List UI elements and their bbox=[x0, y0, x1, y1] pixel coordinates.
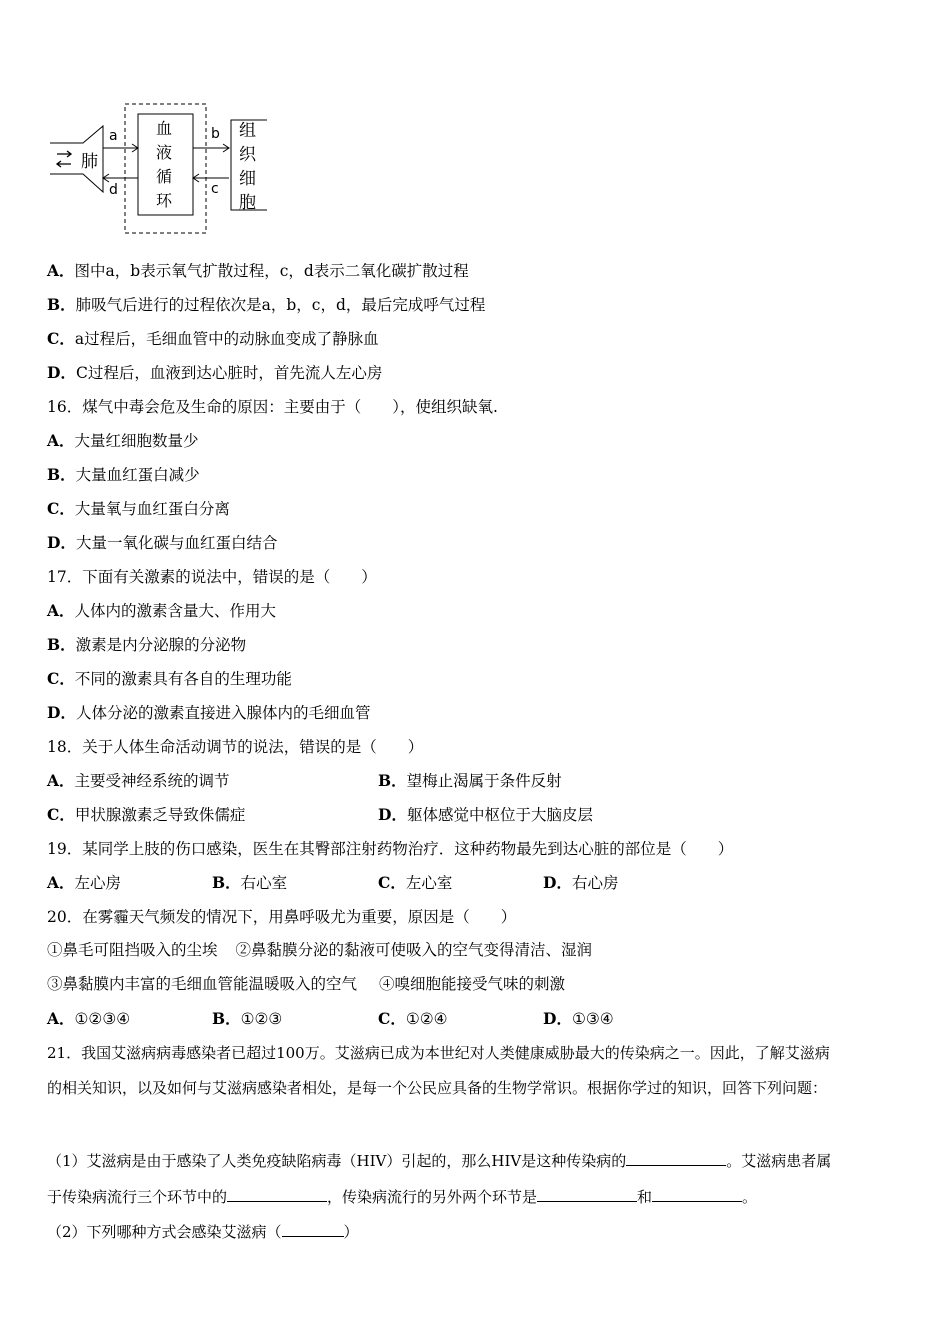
q18-option-d bbox=[378, 805, 593, 825]
q15-option-a bbox=[47, 261, 469, 281]
option-letter: A． bbox=[47, 601, 75, 620]
option-letter: B． bbox=[47, 465, 76, 484]
option-text: 右心房 bbox=[571, 874, 619, 892]
label-c: c bbox=[211, 181, 219, 197]
q21-sub1-text-f: 。 bbox=[742, 1188, 758, 1206]
option-text: 躯体感觉中枢位于大脑皮层 bbox=[406, 806, 593, 824]
q19-stem: 19．某同学上肢的伤口感染，医生在其臀部注射药物治疗．这种药物最先到达心脏的部位是（ ） bbox=[47, 840, 734, 858]
answer-blank-pathogen[interactable] bbox=[626, 1151, 726, 1166]
q17-option-a bbox=[47, 601, 276, 621]
q20-option-c bbox=[378, 1009, 448, 1029]
tissue-char-2: 织 bbox=[239, 145, 256, 165]
q19-option-b bbox=[212, 873, 287, 893]
q17-option-b bbox=[47, 635, 246, 655]
option-text: 右心室 bbox=[240, 874, 288, 892]
option-letter: A． bbox=[47, 873, 75, 892]
q21-sub1-line2 bbox=[47, 1187, 757, 1207]
option-text: 望梅止渴属于条件反射 bbox=[406, 772, 562, 790]
q21-stem-line2: 的相关知识，以及如何与艾滋病感染者相处，是每一个公民应具备的生物学常识。根据你学过的知识，回答下列问题： bbox=[47, 1079, 828, 1097]
option-text: ①②③ bbox=[240, 1010, 283, 1028]
q21-stem-line1: 21．我国艾滋病病毒感染者已超过100万。艾滋病已成为本世纪对人类健康威胁最大的传染病之一。因此，了解艾滋病 bbox=[47, 1044, 830, 1062]
q18-option-c bbox=[47, 805, 245, 825]
label-a: a bbox=[109, 128, 118, 144]
option-text: 大量血红蛋白减少 bbox=[75, 466, 200, 484]
option-text: 主要受神经系统的调节 bbox=[74, 772, 230, 790]
blood-char-3: 循 bbox=[156, 167, 173, 186]
answer-blank-transmission[interactable] bbox=[282, 1222, 344, 1237]
q18-stem: 18．关于人体生命活动调节的说法，错误的是（ ） bbox=[47, 738, 424, 756]
option-text: a过程后，毛细血管中的动脉血变成了静脉血 bbox=[74, 330, 379, 348]
label-d: d bbox=[109, 182, 118, 198]
q15-option-d bbox=[47, 363, 382, 383]
q21-sub1-line1 bbox=[47, 1151, 831, 1171]
q20-items-row2 bbox=[47, 974, 565, 994]
answer-blank-other-link-2[interactable] bbox=[652, 1187, 742, 1202]
option-text: 人体分泌的激素直接进入腺体内的毛细血管 bbox=[75, 704, 371, 722]
q21-sub2 bbox=[47, 1222, 359, 1242]
q18-option-a bbox=[47, 771, 230, 791]
respiration-diagram bbox=[45, 98, 280, 240]
q21-sub2-text-b: ） bbox=[343, 1223, 359, 1241]
option-letter: C． bbox=[378, 873, 406, 892]
tissue-char-4: 胞 bbox=[239, 193, 256, 213]
option-text: 人体内的激素含量大、作用大 bbox=[74, 602, 277, 620]
q16-option-b bbox=[47, 465, 200, 485]
q21-sub1-text-a: （1）艾滋病是由于感染了人类免疫缺陷病毒（HIV）引起的，那么HIV是这种传染病的 bbox=[47, 1152, 627, 1170]
option-letter: B． bbox=[212, 873, 241, 892]
option-text: 左心室 bbox=[405, 874, 453, 892]
option-letter: B． bbox=[212, 1009, 241, 1028]
option-text: 图中a，b表示氧气扩散过程，c，d表示二氧化碳扩散过程 bbox=[74, 262, 469, 280]
q21-sub1-text-c: 于传染病流行三个环节中的 bbox=[47, 1188, 228, 1206]
q19-option-c bbox=[378, 873, 452, 893]
arrow-a bbox=[103, 144, 138, 152]
q21-sub1-text-b: 。艾滋病患者属 bbox=[726, 1152, 832, 1170]
option-text: 大量氧与血红蛋白分离 bbox=[74, 500, 230, 518]
option-letter: D． bbox=[543, 873, 572, 892]
option-letter: A． bbox=[47, 261, 75, 280]
option-letter: D． bbox=[543, 1009, 572, 1028]
option-text: 激素是内分泌腺的分泌物 bbox=[75, 636, 247, 654]
option-text: 不同的激素具有各自的生理功能 bbox=[74, 670, 292, 688]
option-letter: C． bbox=[378, 1009, 406, 1028]
q20-item-3: ③鼻黏膜内丰富的毛细血管能温暖吸入的空气 bbox=[47, 975, 358, 993]
option-letter: A． bbox=[47, 1009, 75, 1028]
option-text: 大量一氧化碳与血红蛋白结合 bbox=[75, 534, 278, 552]
label-b: b bbox=[211, 126, 220, 142]
option-text: C过程后，血液到达心脏时，首先流人左心房 bbox=[75, 364, 383, 382]
option-letter: C． bbox=[47, 499, 75, 518]
q20-stem: 20．在雾霾天气频发的情况下，用鼻呼吸尤为重要，原因是（ ） bbox=[47, 908, 517, 926]
option-letter: B． bbox=[47, 635, 76, 654]
q20-item-1: ①鼻毛可阻挡吸入的尘埃 bbox=[47, 941, 218, 959]
option-letter: D． bbox=[378, 805, 407, 824]
blood-char-2: 液 bbox=[156, 143, 173, 162]
option-letter: D． bbox=[47, 363, 76, 382]
q17-option-c bbox=[47, 669, 292, 689]
option-letter: A． bbox=[47, 431, 75, 450]
answer-blank-other-link-1[interactable] bbox=[537, 1187, 637, 1202]
arrow-d bbox=[103, 174, 138, 182]
arrow-b bbox=[193, 144, 229, 152]
q21-sub1-text-d: ，传染病流行的另外两个环节是 bbox=[327, 1188, 538, 1206]
q15-option-b bbox=[47, 295, 485, 315]
q20-option-a bbox=[47, 1009, 130, 1029]
q20-item-4: ④嗅细胞能接受气味的刺激 bbox=[379, 975, 566, 993]
q21-sub1-text-e: 和 bbox=[637, 1188, 653, 1206]
option-text: ①②④ bbox=[405, 1010, 448, 1028]
option-letter: B． bbox=[47, 295, 76, 314]
option-letter: C． bbox=[47, 669, 75, 688]
q19-option-a bbox=[47, 873, 121, 893]
option-letter: C． bbox=[47, 805, 75, 824]
option-text: 肺吸气后进行的过程依次是a，b，c，d，最后完成呼气过程 bbox=[75, 296, 486, 314]
q18-option-b bbox=[378, 771, 562, 791]
q15-option-c bbox=[47, 329, 379, 349]
q16-option-c bbox=[47, 499, 230, 519]
option-text: 甲状腺激素乏导致侏儒症 bbox=[74, 806, 246, 824]
q20-item-2: ②鼻黏膜分泌的黏液可使吸入的空气变得清洁、湿润 bbox=[235, 941, 593, 959]
option-letter: C． bbox=[47, 329, 75, 348]
option-text: 左心房 bbox=[74, 874, 122, 892]
q17-stem: 17．下面有关激素的说法中，错误的是（ ） bbox=[47, 568, 377, 586]
q17-option-d bbox=[47, 703, 370, 723]
q21-sub2-text-a: （2）下列哪种方式会感染艾滋病（ bbox=[47, 1223, 282, 1241]
option-letter: B． bbox=[378, 771, 407, 790]
option-text: 大量红细胞数量少 bbox=[74, 432, 199, 450]
option-letter: D． bbox=[47, 703, 76, 722]
q20-option-d bbox=[543, 1009, 614, 1029]
q16-option-d bbox=[47, 533, 277, 553]
q19-option-d bbox=[543, 873, 618, 893]
option-text: ①②③④ bbox=[74, 1010, 131, 1028]
tissue-char-1: 组 bbox=[239, 121, 256, 141]
q16-stem: 16．煤气中毒会危及生命的原因：主要由于（ ），使组织缺氧. bbox=[47, 398, 498, 416]
q16-option-a bbox=[47, 431, 199, 451]
tissue-char-3: 细 bbox=[239, 169, 256, 189]
option-text: ①③④ bbox=[571, 1010, 614, 1028]
q20-option-b bbox=[212, 1009, 282, 1029]
option-letter: D． bbox=[47, 533, 76, 552]
blood-char-1: 血 bbox=[156, 119, 173, 138]
q20-items-row1 bbox=[47, 940, 592, 960]
blood-char-4: 环 bbox=[156, 191, 173, 210]
lung-label: 肺 bbox=[81, 152, 98, 172]
option-letter: A． bbox=[47, 771, 75, 790]
answer-blank-link[interactable] bbox=[227, 1187, 327, 1202]
